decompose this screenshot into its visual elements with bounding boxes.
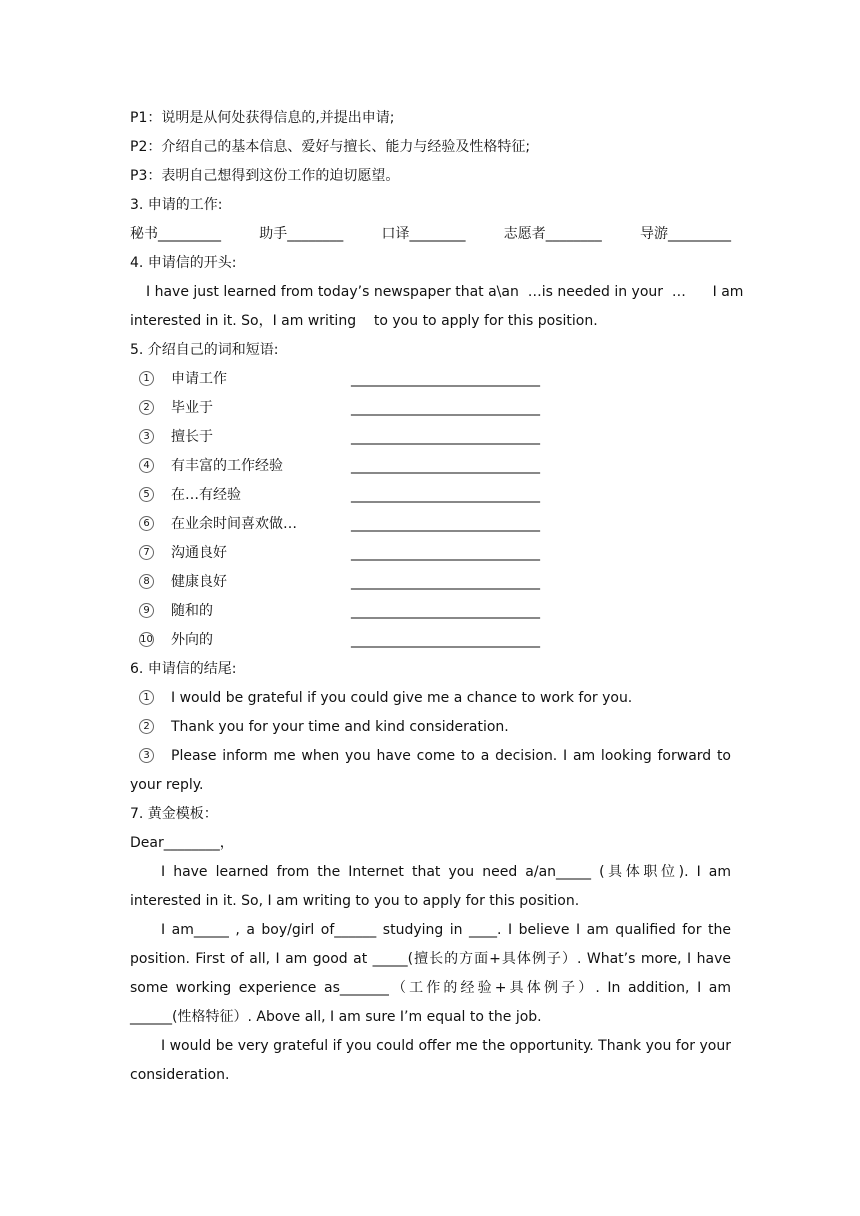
closing-text: Please inform me when you have come to a decision. I am looking forward to your reply. bbox=[130, 748, 731, 793]
template-salutation: Dear________， bbox=[130, 835, 234, 851]
vocab-item bbox=[130, 510, 731, 539]
answer-blank: ___________________________ bbox=[351, 632, 540, 648]
vocab-item bbox=[130, 626, 731, 655]
vocab-item bbox=[130, 568, 731, 597]
closing-item bbox=[130, 713, 731, 742]
section-7-heading: 7. 黄金模板： bbox=[130, 806, 218, 822]
job-interpreter: 口译________ bbox=[381, 226, 466, 242]
opening-line-1: I have just learned from today’s newspaper that a\an …is needed in your … I am bbox=[146, 284, 744, 300]
vocab-item bbox=[130, 539, 731, 568]
answer-blank: ___________________________ bbox=[351, 487, 540, 503]
vocab-term: 申请工作 bbox=[171, 371, 227, 387]
answer-blank: ___________________________ bbox=[351, 545, 540, 561]
vocab-item bbox=[130, 394, 731, 423]
vocab-term: 随和的 bbox=[171, 603, 213, 619]
item-number-badge: 2 bbox=[139, 719, 154, 734]
opening-line-2: interested in it. So，I am writing to you to apply for this position. bbox=[130, 313, 598, 329]
item-number-badge: 3 bbox=[139, 429, 154, 444]
answer-blank: ___________________________ bbox=[351, 516, 540, 532]
answer-blank: ___________________________ bbox=[351, 574, 540, 590]
item-number-badge: 8 bbox=[139, 574, 154, 589]
template-paragraph-1: I have learned from the Internet that you need a/an_____ (具体职位). I am interested in it. So, I am writing to you to apply for this position. bbox=[130, 864, 731, 909]
vocab-item bbox=[130, 452, 731, 481]
answer-blank: ___________________________ bbox=[351, 400, 540, 416]
vocab-term: 外向的 bbox=[171, 632, 213, 648]
template-paragraph-3: I would be very grateful if you could offer me the opportunity. Thank you for your consideration. bbox=[130, 1038, 731, 1083]
answer-blank: ___________________________ bbox=[351, 603, 540, 619]
closing-text: Thank you for your time and kind consideration. bbox=[171, 719, 509, 735]
closing-item bbox=[130, 684, 731, 713]
section-6-heading: 6. 申请信的结尾: bbox=[130, 661, 237, 677]
vocab-term: 健康良好 bbox=[171, 574, 227, 590]
job-volunteer: 志愿者________ bbox=[503, 226, 602, 242]
section-5-heading: 5. 介绍自己的词和短语: bbox=[130, 342, 279, 358]
vocab-term: 擅长于 bbox=[171, 429, 213, 445]
job-tour-guide: 导游_________ bbox=[640, 226, 731, 242]
item-number-badge: 10 bbox=[140, 633, 153, 645]
section-3-heading: 3. 申请的工作: bbox=[130, 197, 223, 213]
item-number-badge: 7 bbox=[139, 545, 154, 560]
paragraph-p2: P2：介绍自己的基本信息、爱好与擅长、能力与经验及性格特征; bbox=[130, 139, 531, 155]
item-number-badge: 5 bbox=[139, 487, 154, 502]
vocab-term: 沟通良好 bbox=[171, 545, 227, 561]
job-list bbox=[130, 220, 731, 249]
vocab-list bbox=[130, 365, 731, 655]
paragraph-p3: P3：表明自己想得到这份工作的迫切愿望。 bbox=[130, 168, 400, 184]
item-number-badge: 3 bbox=[139, 748, 154, 763]
job-secretary: 秘书_________ bbox=[130, 226, 221, 242]
template-paragraph-2: I am_____ , a boy/girl of______ studying in ____. I believe I am qualified for the position. First of all, I am good at _____(擅长的方面+具体例子）. What’s more, I have some working experience as_______（工作的经验+具体例子）. In addition, I am ______(性格特征）. Above all, I am sure I’m equal to the job. bbox=[130, 922, 731, 1025]
item-number-badge: 4 bbox=[139, 458, 154, 473]
vocab-item bbox=[130, 481, 731, 510]
closing-item bbox=[130, 742, 731, 800]
vocab-item bbox=[130, 597, 731, 626]
answer-blank: ___________________________ bbox=[351, 429, 540, 445]
section-4-heading: 4. 申请信的开头: bbox=[130, 255, 237, 271]
document-body bbox=[130, 104, 744, 1090]
item-number-badge: 1 bbox=[139, 371, 154, 386]
item-number-badge: 9 bbox=[139, 603, 154, 618]
job-assistant: 助手________ bbox=[259, 226, 344, 242]
vocab-term: 在…有经验 bbox=[171, 487, 241, 503]
item-number-badge: 2 bbox=[139, 400, 154, 415]
answer-blank: ___________________________ bbox=[351, 371, 540, 387]
answer-blank: ___________________________ bbox=[351, 458, 540, 474]
vocab-term: 在业余时间喜欢做… bbox=[171, 516, 297, 532]
vocab-term: 毕业于 bbox=[171, 400, 213, 416]
paragraph-p1: P1：说明是从何处获得信息的,并提出申请; bbox=[130, 110, 395, 126]
vocab-item bbox=[130, 365, 731, 394]
vocab-item bbox=[130, 423, 731, 452]
item-number-badge: 6 bbox=[139, 516, 154, 531]
closing-text: I would be grateful if you could give me a chance to work for you. bbox=[171, 690, 633, 706]
vocab-term: 有丰富的工作经验 bbox=[171, 458, 283, 474]
item-number-badge: 1 bbox=[139, 690, 154, 705]
